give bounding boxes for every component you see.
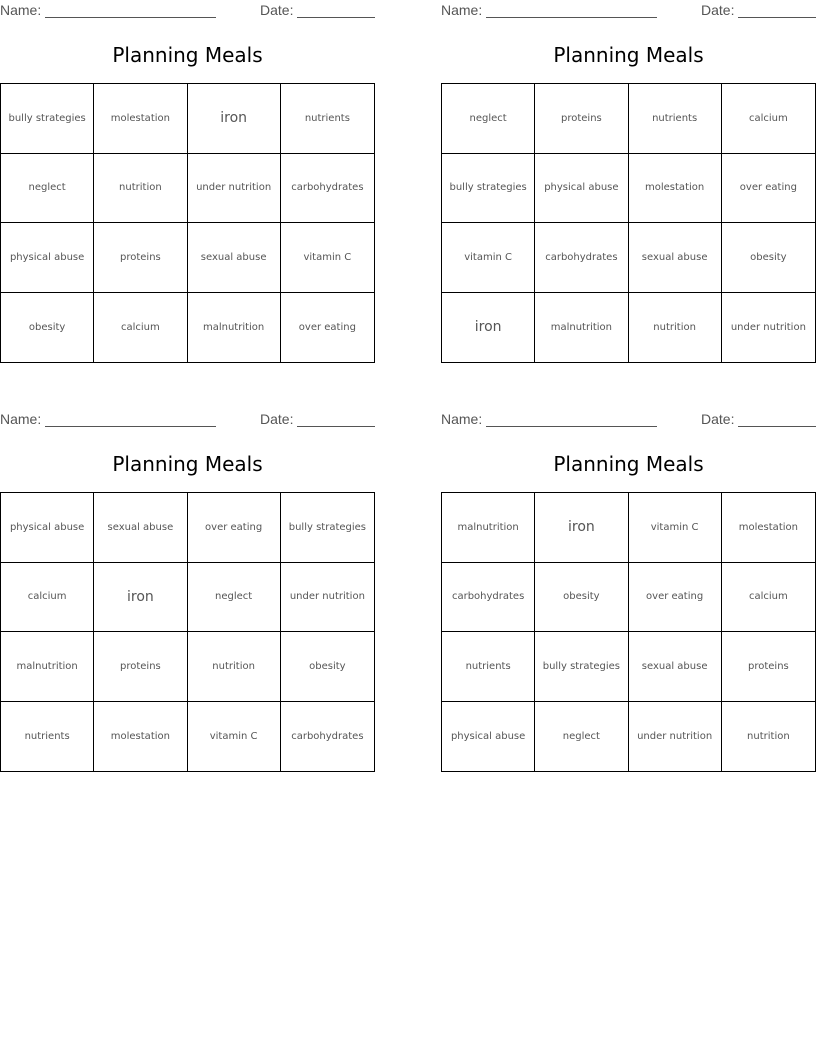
- name-label: Name:: [0, 411, 42, 427]
- bingo-cell: calcium: [94, 293, 187, 363]
- bingo-cell: iron: [94, 563, 187, 633]
- bingo-cell: obesity: [1, 293, 94, 363]
- bingo-card: [0, 0, 375, 372]
- bingo-cell: nutrition: [629, 293, 722, 363]
- card-title: Planning Meals: [112, 43, 263, 67]
- bingo-cell: sexual abuse: [629, 632, 722, 702]
- bingo-card: [0, 409, 375, 781]
- bingo-cell: physical abuse: [535, 154, 628, 224]
- date-label: Date:: [701, 2, 735, 18]
- bingo-cell: malnutrition: [535, 293, 628, 363]
- card-header: [0, 411, 375, 429]
- bingo-cell: obesity: [722, 223, 815, 293]
- bingo-cell: proteins: [722, 632, 815, 702]
- bingo-cell: nutrition: [747, 730, 790, 742]
- bingo-cell: malnutrition: [442, 493, 535, 563]
- bingo-cell: malnutrition: [188, 293, 281, 363]
- bingo-cell: iron: [442, 293, 535, 363]
- bingo-card: [441, 409, 816, 781]
- card-header: [441, 411, 816, 429]
- name-label: Name:: [441, 2, 483, 18]
- bingo-card: [441, 0, 816, 372]
- name-label: Name:: [0, 2, 42, 18]
- bingo-cell: bully strategies: [1, 84, 94, 154]
- bingo-cell: proteins: [94, 223, 187, 293]
- card-title: Planning Meals: [553, 43, 704, 67]
- bingo-cell: calcium: [722, 563, 815, 633]
- bingo-cell: carbohydrates: [535, 223, 628, 293]
- bingo-cell: molestation: [722, 493, 815, 563]
- bingo-cell: vitamin C: [188, 702, 281, 772]
- bingo-grid: [441, 83, 816, 363]
- bingo-cell: nutrients: [442, 632, 535, 702]
- bingo-cell: proteins: [94, 632, 187, 702]
- bingo-cell: carbohydrates: [291, 730, 364, 742]
- bingo-cell: calcium: [722, 84, 815, 154]
- bingo-cell: molestation: [94, 702, 187, 772]
- bingo-cell: bully strategies: [535, 632, 628, 702]
- bingo-cell: iron: [535, 493, 628, 563]
- bingo-cell: physical abuse: [1, 493, 94, 563]
- date-blank-line: [738, 426, 816, 427]
- bingo-cell: neglect: [1, 154, 94, 224]
- bingo-cell: vitamin C: [281, 223, 374, 293]
- bingo-cell: carbohydrates: [442, 563, 535, 633]
- name-label: Name:: [441, 411, 483, 427]
- name-blank-line: [486, 426, 657, 427]
- date-blank-line: [738, 17, 816, 18]
- bingo-cell: molestation: [94, 84, 187, 154]
- bingo-cell: nutrition: [94, 154, 187, 224]
- bingo-cell: iron: [188, 84, 281, 154]
- bingo-cell: carbohydrates: [281, 154, 374, 224]
- card-title: Planning Meals: [553, 452, 704, 476]
- bingo-cell: sexual abuse: [94, 493, 187, 563]
- bingo-cell: neglect: [188, 563, 281, 633]
- name-blank-line: [45, 426, 216, 427]
- date-blank-line: [297, 17, 375, 18]
- date-label: Date:: [260, 2, 294, 18]
- bingo-cell: molestation: [629, 154, 722, 224]
- bingo-cell: nutrients: [281, 84, 374, 154]
- bingo-grid: [0, 492, 375, 772]
- name-blank-line: [45, 17, 216, 18]
- bingo-cell: neglect: [535, 702, 628, 772]
- bingo-cell: sexual abuse: [188, 223, 281, 293]
- bingo-cell: proteins: [535, 84, 628, 154]
- bingo-cell: bully strategies: [281, 493, 374, 563]
- bingo-cell: nutrients: [1, 702, 94, 772]
- bingo-cell: over eating: [629, 563, 722, 633]
- bingo-cell: vitamin C: [629, 493, 722, 563]
- bingo-cell: nutrition: [188, 632, 281, 702]
- bingo-cell: obesity: [535, 563, 628, 633]
- bingo-cell: malnutrition: [1, 632, 94, 702]
- date-blank-line: [297, 426, 375, 427]
- date-label: Date:: [260, 411, 294, 427]
- bingo-grid: [441, 492, 816, 772]
- bingo-cell: nutrients: [629, 84, 722, 154]
- bingo-cell: bully strategies: [442, 154, 535, 224]
- bingo-cell: under nutrition: [629, 702, 722, 772]
- bingo-cell: over eating: [722, 154, 815, 224]
- bingo-cell: physical abuse: [442, 702, 535, 772]
- bingo-cell: calcium: [1, 563, 94, 633]
- bingo-cell: sexual abuse: [629, 223, 722, 293]
- bingo-cell: under nutrition: [281, 563, 374, 633]
- bingo-cell: vitamin C: [442, 223, 535, 293]
- bingo-cell: neglect: [442, 84, 535, 154]
- card-header: [0, 2, 375, 20]
- bingo-cell: over eating: [188, 493, 281, 563]
- bingo-cell: under nutrition: [188, 154, 281, 224]
- date-label: Date:: [701, 411, 735, 427]
- bingo-cell: physical abuse: [1, 223, 94, 293]
- bingo-grid: [0, 83, 375, 363]
- card-title: Planning Meals: [112, 452, 263, 476]
- name-blank-line: [486, 17, 657, 18]
- bingo-cell: over eating: [298, 321, 356, 333]
- bingo-cell: under nutrition: [730, 321, 806, 333]
- bingo-cell: obesity: [281, 632, 374, 702]
- card-header: [441, 2, 816, 20]
